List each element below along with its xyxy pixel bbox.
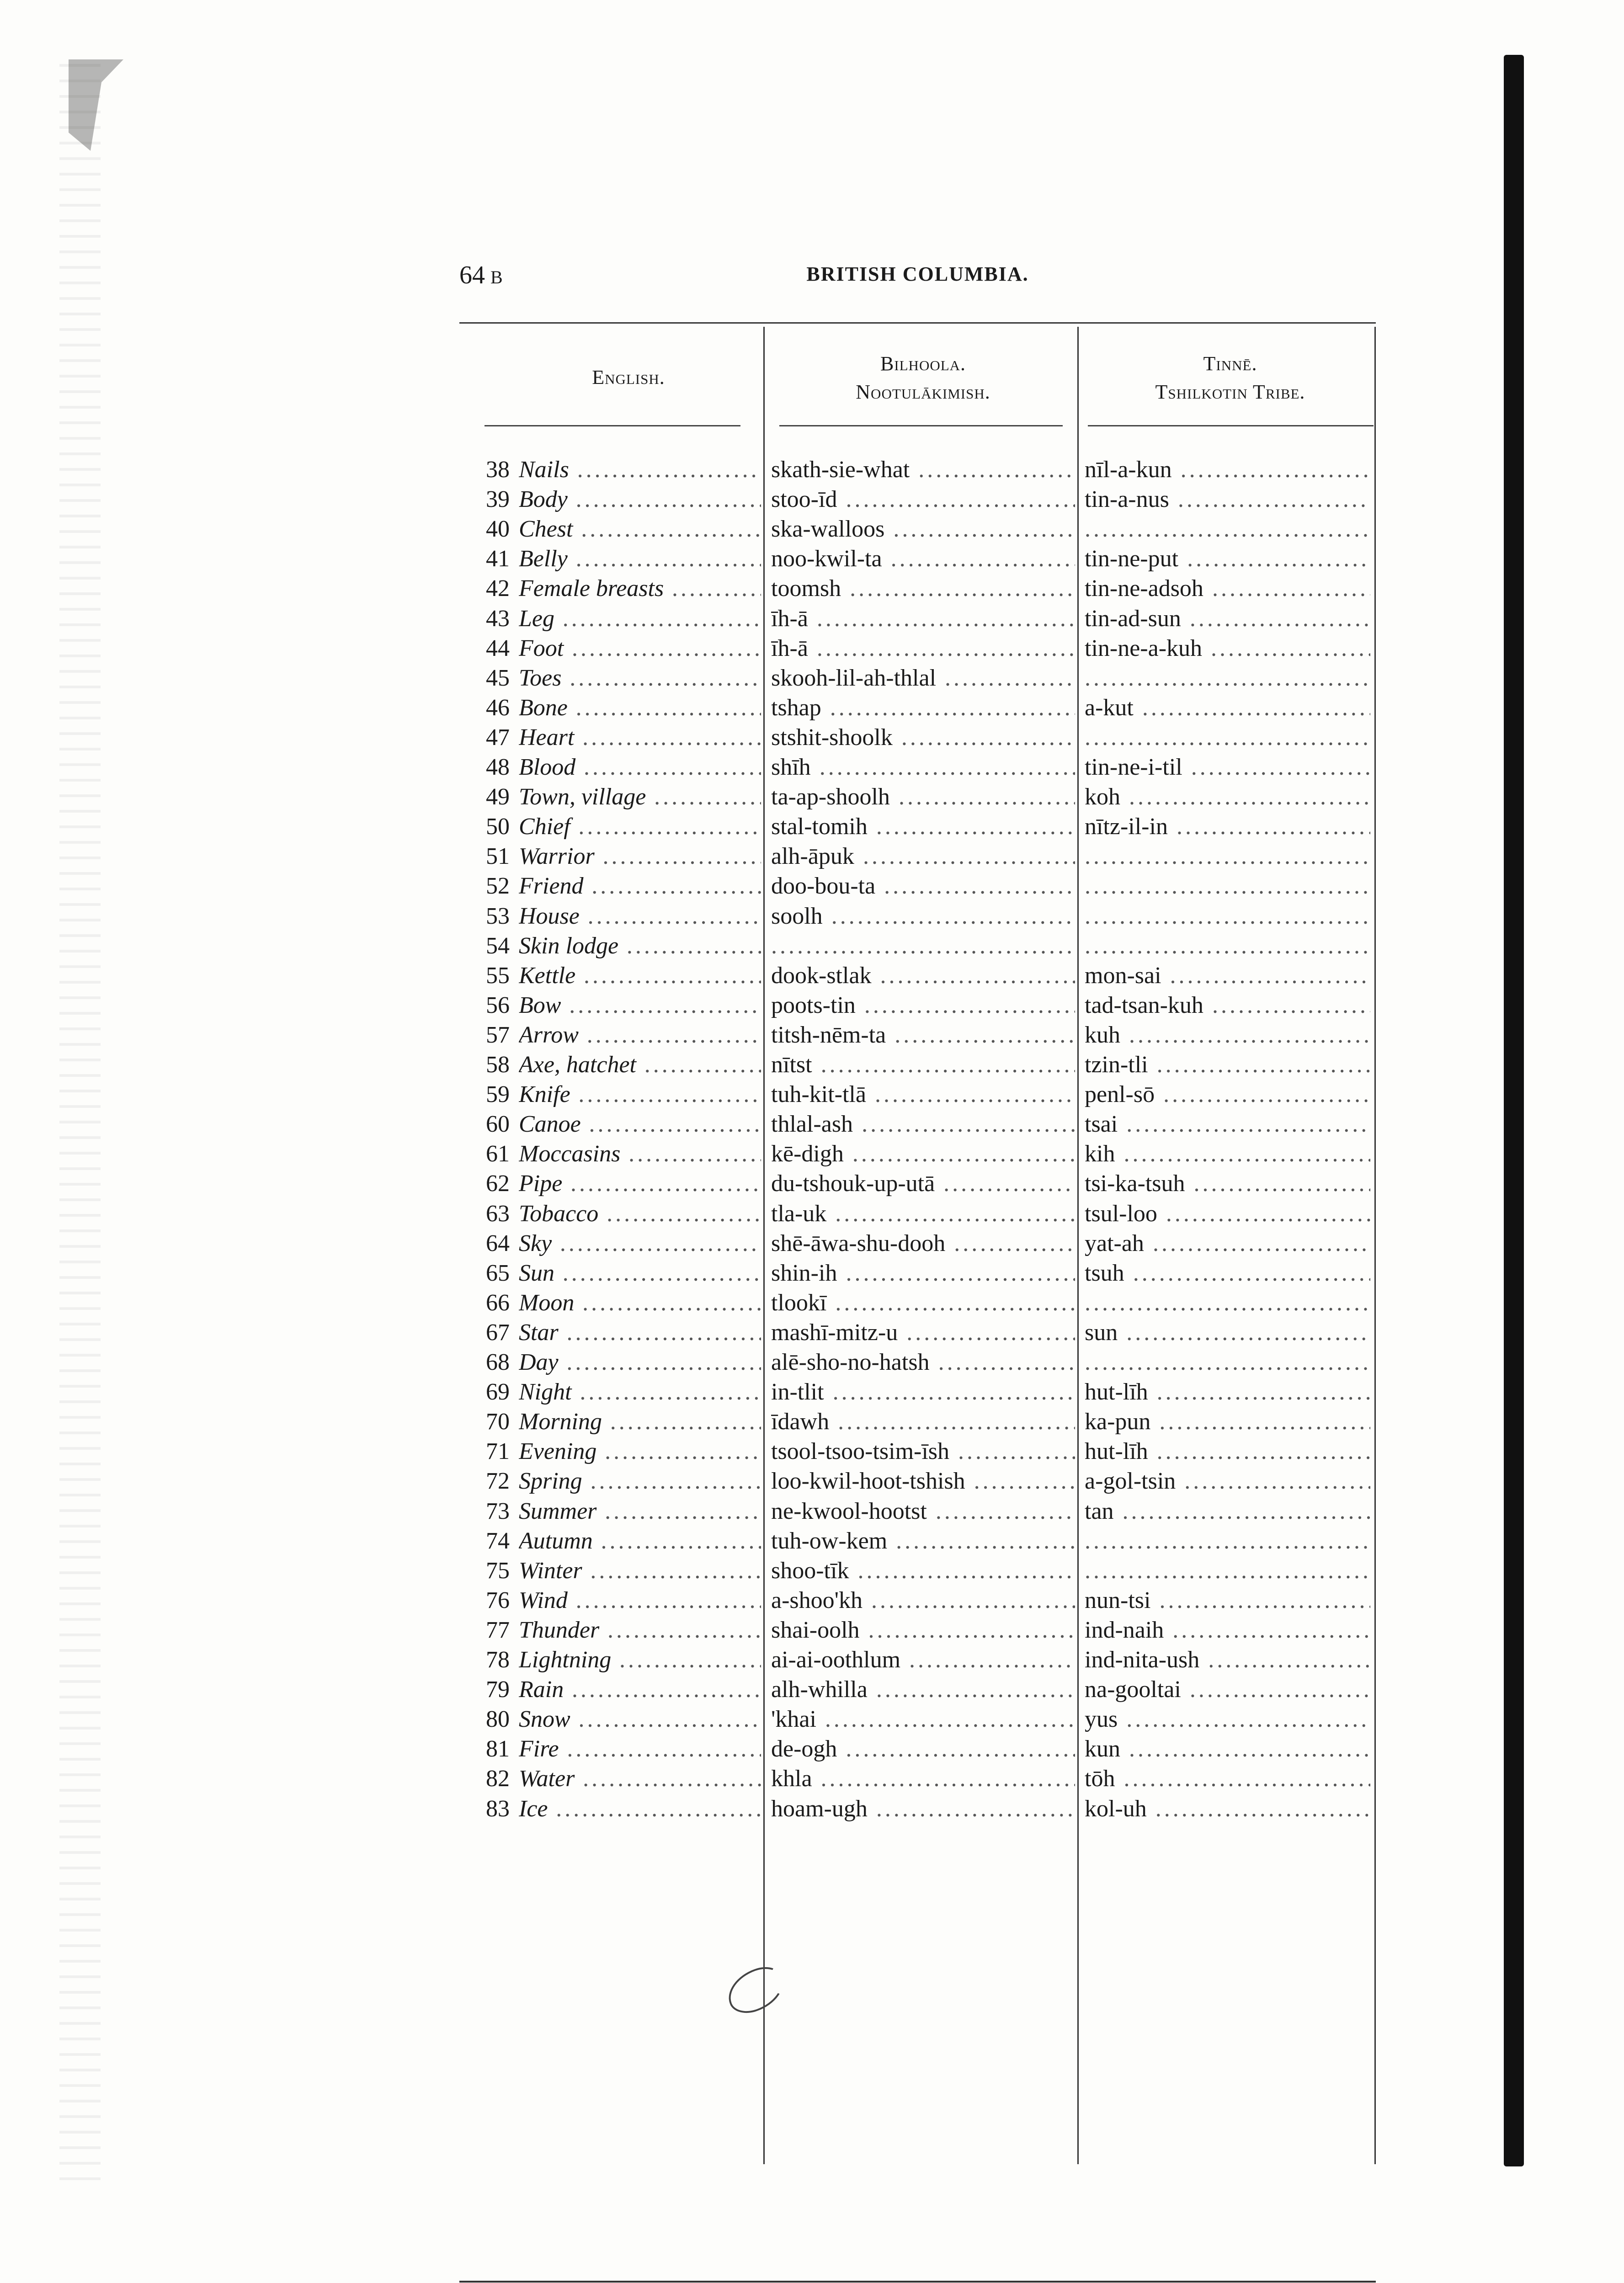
english-word: Blood ..... xyxy=(519,752,761,782)
english-word: Moccasins ..... xyxy=(519,1139,761,1169)
table-row xyxy=(459,1377,1376,1407)
english-word: Heart ..... xyxy=(519,723,761,752)
row-number: 53 xyxy=(486,903,510,929)
column-underline-tinne xyxy=(1088,425,1374,426)
tinne-word: kun ..... xyxy=(1085,1734,1370,1764)
row-number: 69 xyxy=(486,1379,510,1405)
row-number: 78 xyxy=(486,1647,510,1673)
row-number: 38 xyxy=(486,457,510,483)
row-number: 83 xyxy=(486,1795,510,1822)
english-word: Canoe ..... xyxy=(519,1109,761,1139)
bilhoola-word: tsool-tsoo-tsim-īsh ..... xyxy=(771,1437,1075,1466)
row-number: 55 xyxy=(486,962,510,989)
tinne-word: tsai ..... xyxy=(1085,1109,1370,1139)
english-word: Bow ..... xyxy=(519,990,761,1020)
column-underline-english xyxy=(485,425,740,426)
english-word: Day ..... xyxy=(519,1347,761,1377)
row-number: 44 xyxy=(486,635,510,661)
bilhoola-word: 'khai ..... xyxy=(771,1704,1075,1734)
bilhoola-word: khla ..... xyxy=(771,1764,1075,1793)
table-bottom-rule xyxy=(459,2281,1376,2283)
table-row xyxy=(459,961,1376,990)
tinne-word xyxy=(1085,871,1370,901)
english-word: Pipe ..... xyxy=(519,1169,761,1198)
tinne-word xyxy=(1085,1556,1370,1586)
bilhoola-word: shai-oolh ..... xyxy=(771,1615,1075,1645)
column-header-bilhoola-line2: Nootulākimish. xyxy=(856,381,990,403)
table-row xyxy=(459,752,1376,782)
bilhoola-word: mashī-mitz-u ..... xyxy=(771,1318,1075,1347)
row-number: 64 xyxy=(486,1230,510,1256)
row-number: 71 xyxy=(486,1438,510,1465)
table-row xyxy=(459,544,1376,574)
table-row xyxy=(459,782,1376,812)
row-number: 73 xyxy=(486,1498,510,1524)
row-number: 59 xyxy=(486,1081,510,1108)
tinne-word: yus ..... xyxy=(1085,1704,1370,1734)
row-number: 74 xyxy=(486,1527,510,1554)
row-number: 52 xyxy=(486,873,510,899)
tinne-word xyxy=(1085,841,1370,871)
row-number: 45 xyxy=(486,665,510,691)
english-word: Sun ..... xyxy=(519,1258,761,1288)
table-row xyxy=(459,484,1376,514)
tinne-word: tin-ne-put ..... xyxy=(1085,544,1370,574)
english-word: Female breasts ..... xyxy=(519,574,761,603)
bilhoola-word: kē-digh ..... xyxy=(771,1139,1075,1169)
tinne-word: nīl-a-kun ..... xyxy=(1085,455,1370,484)
column-header-bilhoola-line1: Bilhoola. xyxy=(880,352,966,375)
english-word: Lightning ..... xyxy=(519,1645,761,1675)
scan-shadow-left xyxy=(59,64,101,2189)
row-number: 56 xyxy=(486,992,510,1018)
english-word: Belly ..... xyxy=(519,544,761,574)
tinne-word: tin-ad-sun ..... xyxy=(1085,604,1370,633)
column-header-tinne-line1: Tinnē. xyxy=(1203,352,1257,375)
tinne-word: tin-a-nus ..... xyxy=(1085,484,1370,514)
table-row xyxy=(459,931,1376,961)
tinne-word: koh ..... xyxy=(1085,782,1370,812)
row-number: 66 xyxy=(486,1289,510,1316)
table-row xyxy=(459,1586,1376,1615)
row-number: 77 xyxy=(486,1617,510,1643)
bilhoola-word: īh-ā ..... xyxy=(771,604,1075,633)
tinne-word: mon-sai ..... xyxy=(1085,961,1370,990)
table-row xyxy=(459,990,1376,1020)
row-number: 81 xyxy=(486,1736,510,1762)
table-row xyxy=(459,1020,1376,1050)
row-number: 50 xyxy=(486,814,510,840)
english-word: Night ..... xyxy=(519,1377,761,1407)
tinne-word: nun-tsi ..... xyxy=(1085,1586,1370,1615)
bilhoola-word: stshit-shoolk ..... xyxy=(771,723,1075,752)
table-row xyxy=(459,841,1376,871)
tinne-word: tin-ne-a-kuh ..... xyxy=(1085,633,1370,663)
english-word: Bone ..... xyxy=(519,693,761,723)
table-row xyxy=(459,1556,1376,1586)
table-row xyxy=(459,574,1376,603)
bilhoola-word: soolh ..... xyxy=(771,901,1075,931)
bilhoola-word: loo-kwil-hoot-tshish ..... xyxy=(771,1466,1075,1496)
english-word: Autumn ..... xyxy=(519,1526,761,1556)
english-word: Water ..... xyxy=(519,1764,761,1793)
table-top-rule xyxy=(459,322,1376,324)
english-word: Morning ..... xyxy=(519,1407,761,1437)
tinne-word: tin-ne-i-til ..... xyxy=(1085,752,1370,782)
tinne-word xyxy=(1085,1347,1370,1377)
table-row xyxy=(459,1407,1376,1437)
bilhoola-word: ai-ai-oothlum ..... xyxy=(771,1645,1075,1675)
table-row xyxy=(459,1615,1376,1645)
table-row xyxy=(459,1229,1376,1258)
row-number: 60 xyxy=(486,1111,510,1138)
table-row xyxy=(459,1437,1376,1466)
bilhoola-word: de-ogh ..... xyxy=(771,1734,1075,1764)
english-word: Ice ..... xyxy=(519,1794,761,1824)
bilhoola-word: tshap ..... xyxy=(771,693,1075,723)
table-row xyxy=(459,604,1376,633)
bilhoola-word: poots-tin ..... xyxy=(771,990,1075,1020)
page-number-value: 64 xyxy=(459,261,485,289)
table-row xyxy=(459,1258,1376,1288)
english-word: Chief ..... xyxy=(519,812,761,841)
english-word: Leg ..... xyxy=(519,604,761,633)
english-word: Sky ..... xyxy=(519,1229,761,1258)
table-row xyxy=(459,1496,1376,1526)
tinne-word: tōh ..... xyxy=(1085,1764,1370,1793)
row-number: 41 xyxy=(486,546,510,572)
bilhoola-word: tlookī ..... xyxy=(771,1288,1075,1318)
tinne-word: tzin-tli ..... xyxy=(1085,1050,1370,1080)
bilhoola-word: ska-walloos ..... xyxy=(771,514,1075,544)
bilhoola-word: du-tshouk-up-utā ..... xyxy=(771,1169,1075,1198)
tinne-word: tsi-ka-tsuh ..... xyxy=(1085,1169,1370,1198)
tinne-word: hut-līh ..... xyxy=(1085,1377,1370,1407)
bilhoola-word: shoo-tīk ..... xyxy=(771,1556,1075,1586)
bilhoola-word: tla-uk ..... xyxy=(771,1199,1075,1229)
page-number-suffix: B xyxy=(490,267,503,287)
tinne-word: tsuh ..... xyxy=(1085,1258,1370,1288)
table-row xyxy=(459,1080,1376,1109)
english-word: Chest ..... xyxy=(519,514,761,544)
row-number: 42 xyxy=(486,575,510,602)
english-word: Winter ..... xyxy=(519,1556,761,1586)
tinne-word: kol-uh ..... xyxy=(1085,1794,1370,1824)
bilhoola-word: doo-bou-ta ..... xyxy=(771,871,1075,901)
bilhoola-word: skath-sie-what ..... xyxy=(771,455,1075,484)
english-word: Thunder ..... xyxy=(519,1615,761,1645)
tinne-word: penl-sō ..... xyxy=(1085,1080,1370,1109)
bilhoola-word: hoam-ugh ..... xyxy=(771,1794,1075,1824)
bilhoola-word: īh-ā ..... xyxy=(771,633,1075,663)
bilhoola-word: thlal-ash ..... xyxy=(771,1109,1075,1139)
tinne-word xyxy=(1085,931,1370,961)
row-number: 57 xyxy=(486,1022,510,1048)
tinne-word: hut-līh ..... xyxy=(1085,1437,1370,1466)
row-number: 62 xyxy=(486,1171,510,1197)
column-header-tinne-line2: Tshilkotin Tribe. xyxy=(1155,381,1305,403)
english-word: Town, village ..... xyxy=(519,782,761,812)
bilhoola-word: alh-whilla ..... xyxy=(771,1675,1075,1704)
row-number: 49 xyxy=(486,784,510,810)
table-row xyxy=(459,901,1376,931)
row-number: 40 xyxy=(486,516,510,543)
table-row xyxy=(459,1466,1376,1496)
tinne-word: kuh ..... xyxy=(1085,1020,1370,1050)
english-word: Fire ..... xyxy=(519,1734,761,1764)
table-row xyxy=(459,1675,1376,1704)
bilhoola-word: ta-ap-shoolh ..... xyxy=(771,782,1075,812)
tinne-word xyxy=(1085,1288,1370,1318)
table-row xyxy=(459,1169,1376,1198)
english-word: Arrow ..... xyxy=(519,1020,761,1050)
tinne-word: ind-naih ..... xyxy=(1085,1615,1370,1645)
table-row xyxy=(459,812,1376,841)
english-word: Warrior ..... xyxy=(519,841,761,871)
column-header-bilhoola xyxy=(771,350,1075,406)
column-header-english xyxy=(501,363,756,392)
tinne-word xyxy=(1085,901,1370,931)
english-word: Summer ..... xyxy=(519,1496,761,1526)
bilhoola-word: shē-āwa-shu-dooh ..... xyxy=(771,1229,1075,1258)
bilhoola-word: shīh ..... xyxy=(771,752,1075,782)
english-word: Spring ..... xyxy=(519,1466,761,1496)
table-row xyxy=(459,1526,1376,1556)
tinne-word: na-gooltai ..... xyxy=(1085,1675,1370,1704)
tinne-word xyxy=(1085,514,1370,544)
english-word: Toes ..... xyxy=(519,663,761,693)
tinne-word: tan ..... xyxy=(1085,1496,1370,1526)
tinne-word: tad-tsan-kuh ..... xyxy=(1085,990,1370,1020)
row-number: 72 xyxy=(486,1468,510,1495)
bilhoola-word: titsh-nēm-ta ..... xyxy=(771,1020,1075,1050)
tinne-word: nītz-il-in ..... xyxy=(1085,812,1370,841)
table-row xyxy=(459,1704,1376,1734)
table-row xyxy=(459,723,1376,752)
row-number: 51 xyxy=(486,843,510,870)
table-row xyxy=(459,455,1376,484)
english-word: Knife ..... xyxy=(519,1080,761,1109)
column-header-english-text: English. xyxy=(592,366,665,388)
page-header xyxy=(459,256,1376,297)
tinne-word: tin-ne-adsoh ..... xyxy=(1085,574,1370,603)
table-row xyxy=(459,1318,1376,1347)
english-word: Foot ..... xyxy=(519,633,761,663)
bilhoola-word: toomsh ..... xyxy=(771,574,1075,603)
bilhoola-word: tuh-kit-tlā ..... xyxy=(771,1080,1075,1109)
tinne-word: a-gol-tsin ..... xyxy=(1085,1466,1370,1496)
bilhoola-word: stal-tomih ..... xyxy=(771,812,1075,841)
english-word: Body ..... xyxy=(519,484,761,514)
english-word: Kettle ..... xyxy=(519,961,761,990)
column-header-tinne xyxy=(1085,350,1376,406)
bilhoola-word: noo-kwil-ta ..... xyxy=(771,544,1075,574)
table-row xyxy=(459,1050,1376,1080)
english-word: House ..... xyxy=(519,901,761,931)
running-title: BRITISH COLUMBIA. xyxy=(806,263,1029,285)
bilhoola-word: alē-sho-no-hatsh ..... xyxy=(771,1347,1075,1377)
bilhoola-word: a-shoo'kh ..... xyxy=(771,1586,1075,1615)
table-row xyxy=(459,1764,1376,1793)
table-row xyxy=(459,693,1376,723)
tinne-word: a-kut ..... xyxy=(1085,693,1370,723)
page-edge-bar xyxy=(1504,55,1524,2166)
english-word: Friend ..... xyxy=(519,871,761,901)
english-word: Moon ..... xyxy=(519,1288,761,1318)
english-word: Axe, hatchet ..... xyxy=(519,1050,761,1080)
row-number: 70 xyxy=(486,1409,510,1435)
bilhoola-word: skooh-lil-ah-thlal ..... xyxy=(771,663,1075,693)
bilhoola-word xyxy=(771,931,1075,961)
row-number: 65 xyxy=(486,1260,510,1286)
english-word: Skin lodge ..... xyxy=(519,931,761,961)
bilhoola-word: in-tlit ..... xyxy=(771,1377,1075,1407)
tinne-word xyxy=(1085,663,1370,693)
row-number: 80 xyxy=(486,1706,510,1733)
english-word: Snow ..... xyxy=(519,1704,761,1734)
table-row xyxy=(459,663,1376,693)
row-number: 43 xyxy=(486,605,510,632)
row-number: 75 xyxy=(486,1557,510,1584)
vocabulary-table xyxy=(459,322,1376,2283)
row-number: 63 xyxy=(486,1200,510,1227)
row-number: 47 xyxy=(486,724,510,750)
bilhoola-word: īdawh ..... xyxy=(771,1407,1075,1437)
table-row xyxy=(459,1139,1376,1169)
table-row xyxy=(459,1109,1376,1139)
bilhoola-word: shin-ih ..... xyxy=(771,1258,1075,1288)
tinne-word: tsul-loo ..... xyxy=(1085,1199,1370,1229)
row-number: 76 xyxy=(486,1587,510,1613)
tinne-word xyxy=(1085,1526,1370,1556)
column-underline-bilhoola xyxy=(779,425,1063,426)
row-number: 48 xyxy=(486,754,510,780)
table-row xyxy=(459,633,1376,663)
tinne-word: ind-nita-ush ..... xyxy=(1085,1645,1370,1675)
row-number: 46 xyxy=(486,694,510,721)
bilhoola-word: alh-āpuk ..... xyxy=(771,841,1075,871)
english-word: Star ..... xyxy=(519,1318,761,1347)
row-number: 68 xyxy=(486,1349,510,1375)
row-number: 58 xyxy=(486,1052,510,1078)
english-word: Nails ..... xyxy=(519,455,761,484)
bilhoola-word: stoo-īd ..... xyxy=(771,484,1075,514)
row-number: 79 xyxy=(486,1676,510,1703)
table-row xyxy=(459,1199,1376,1229)
english-word: Tobacco ..... xyxy=(519,1199,761,1229)
table-row xyxy=(459,1347,1376,1377)
bilhoola-word: dook-stlak ..... xyxy=(771,961,1075,990)
row-number: 54 xyxy=(486,932,510,959)
tinne-word: kih ..... xyxy=(1085,1139,1370,1169)
row-number: 67 xyxy=(486,1319,510,1346)
english-word: Wind ..... xyxy=(519,1586,761,1615)
table-row xyxy=(459,1734,1376,1764)
bilhoola-word: tuh-ow-kem ..... xyxy=(771,1526,1075,1556)
english-word: Rain ..... xyxy=(519,1675,761,1704)
tinne-word xyxy=(1085,723,1370,752)
row-number: 39 xyxy=(486,486,510,513)
table-row xyxy=(459,514,1376,544)
tinne-word: ka-pun ..... xyxy=(1085,1407,1370,1437)
table-row xyxy=(459,1288,1376,1318)
row-number: 61 xyxy=(486,1141,510,1167)
tinne-word: yat-ah ..... xyxy=(1085,1229,1370,1258)
table-row xyxy=(459,1794,1376,1824)
english-word: Evening ..... xyxy=(519,1437,761,1466)
table-row xyxy=(459,871,1376,901)
bilhoola-word: ne-kwool-hootst ..... xyxy=(771,1496,1075,1526)
bilhoola-word: nītst ..... xyxy=(771,1050,1075,1080)
row-number: 82 xyxy=(486,1766,510,1792)
table-row xyxy=(459,1645,1376,1675)
tinne-word: sun ..... xyxy=(1085,1318,1370,1347)
